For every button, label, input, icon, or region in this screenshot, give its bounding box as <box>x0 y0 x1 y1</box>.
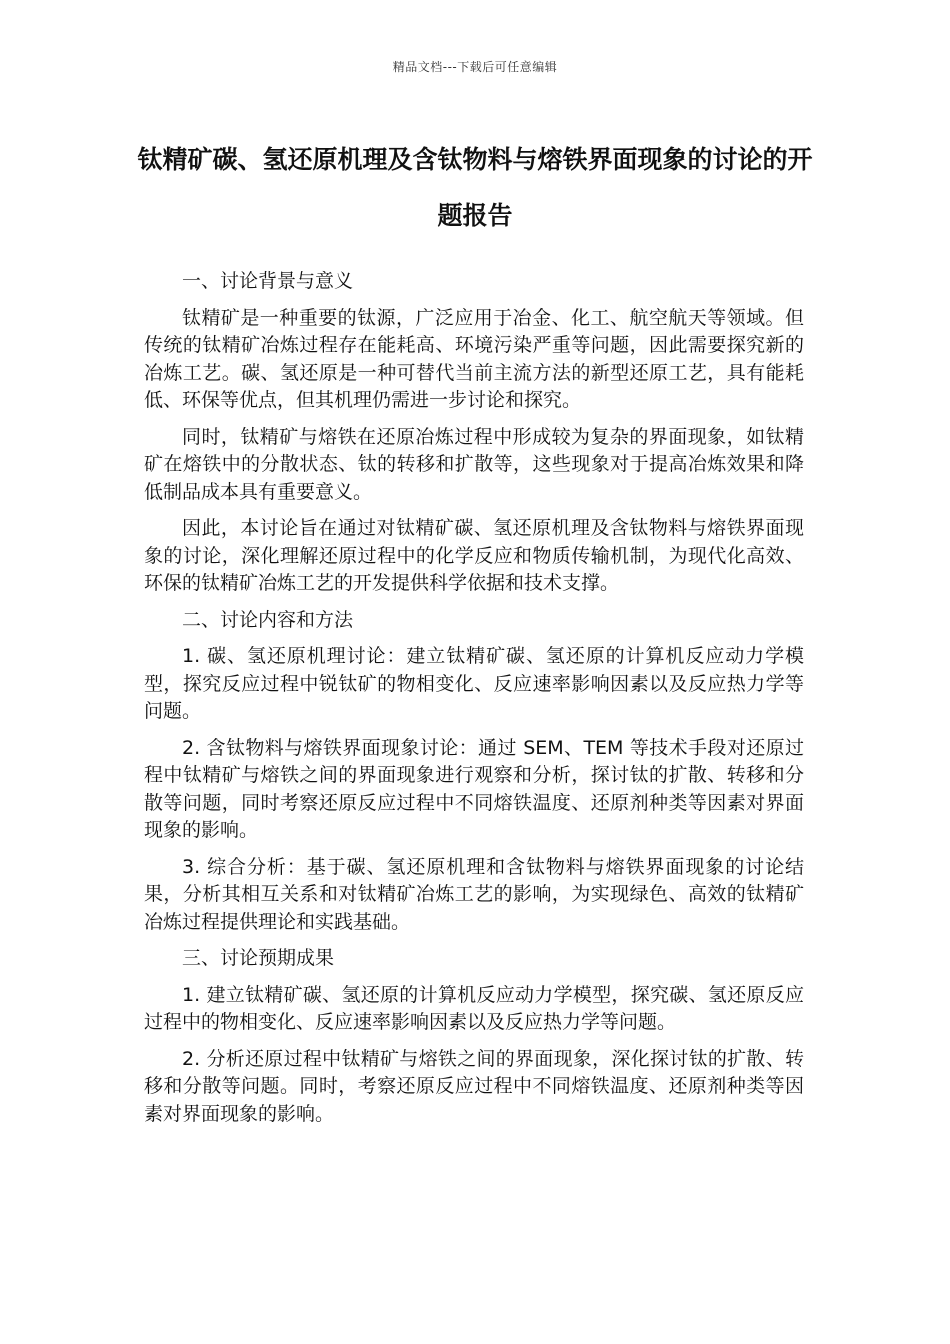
header-note: 精品文档---下载后可任意编辑 <box>392 60 558 74</box>
paragraph: 1. 建立钛精矿碳、氢还原的计算机反应动力学模型，探究碳、氢还原反应过程中的物相变化、反应速率影响因素以及反应热力学等问题。 <box>144 983 804 1033</box>
document-title: 钛精矿碳、氢还原机理及含钛物料与熔铁界面现象的讨论的开题报告 <box>137 145 813 230</box>
section-heading: 三、讨论预期成果 <box>182 947 335 969</box>
section-expected-results <box>144 945 804 1128</box>
paragraph: 2. 分析还原过程中钛精矿与熔铁之间的界面现象，深化探讨钛的扩散、转移和分散等问题。同时，考察还原反应过程中不同熔铁温度、还原剂种类等因素对界面现象的影响。 <box>144 1047 804 1125</box>
paragraph: 因此，本讨论旨在通过对钛精矿碳、氢还原机理及含钛物料与熔铁界面现象的讨论，深化理解还原过程中的化学反应和物质传输机制，为现代化高效、环保的钛精矿冶炼工艺的开发提供科学依据和技术支撑。 <box>144 517 804 594</box>
section-background <box>144 268 804 598</box>
paragraph: 钛精矿是一种重要的钛源，广泛应用于冶金、化工、航空航天等领域。但传统的钛精矿冶炼过程存在能耗高、环境污染严重等问题，因此需要探究新的冶炼工艺。碳、氢还原是一种可替代当前主流方法的新型还原工艺，具有能耗低、环保等优点，但其机理仍需进一步讨论和探究。 <box>144 306 804 411</box>
paragraph: 2. 含钛物料与熔铁界面现象讨论：通过 SEM、TEM 等技术手段对还原过程中钛精矿与熔铁之间的界面现象进行观察和分析，探讨钛的扩散、转移和分散等问题，同时考察还原反应过程中不同熔铁温度、还原剂种类等因素对界面现象的影响。 <box>144 736 804 841</box>
paragraph: 1. 碳、氢还原机理讨论：建立钛精矿碳、氢还原的计算机反应动力学模型，探究反应过程中锐钛矿的物相变化、反应速率影响因素以及反应热力学等问题。 <box>144 645 804 722</box>
paragraph: 同时，钛精矿与熔铁在还原冶炼过程中形成较为复杂的界面现象，如钛精矿在熔铁中的分散状态、钛的转移和扩散等，这些现象对于提高冶炼效果和降低制品成本具有重要意义。 <box>144 425 804 503</box>
section-content-methods <box>144 607 804 937</box>
section-heading: 一、讨论背景与意义 <box>182 270 354 292</box>
paragraph: 3. 综合分析：基于碳、氢还原机理和含钛物料与熔铁界面现象的讨论结果，分析其相互关系和对钛精矿冶炼工艺的影响，为实现绿色、高效的钛精矿冶炼过程提供理论和实践基础。 <box>144 855 804 933</box>
section-heading: 二、讨论内容和方法 <box>182 608 354 631</box>
document-body <box>144 268 804 1137</box>
